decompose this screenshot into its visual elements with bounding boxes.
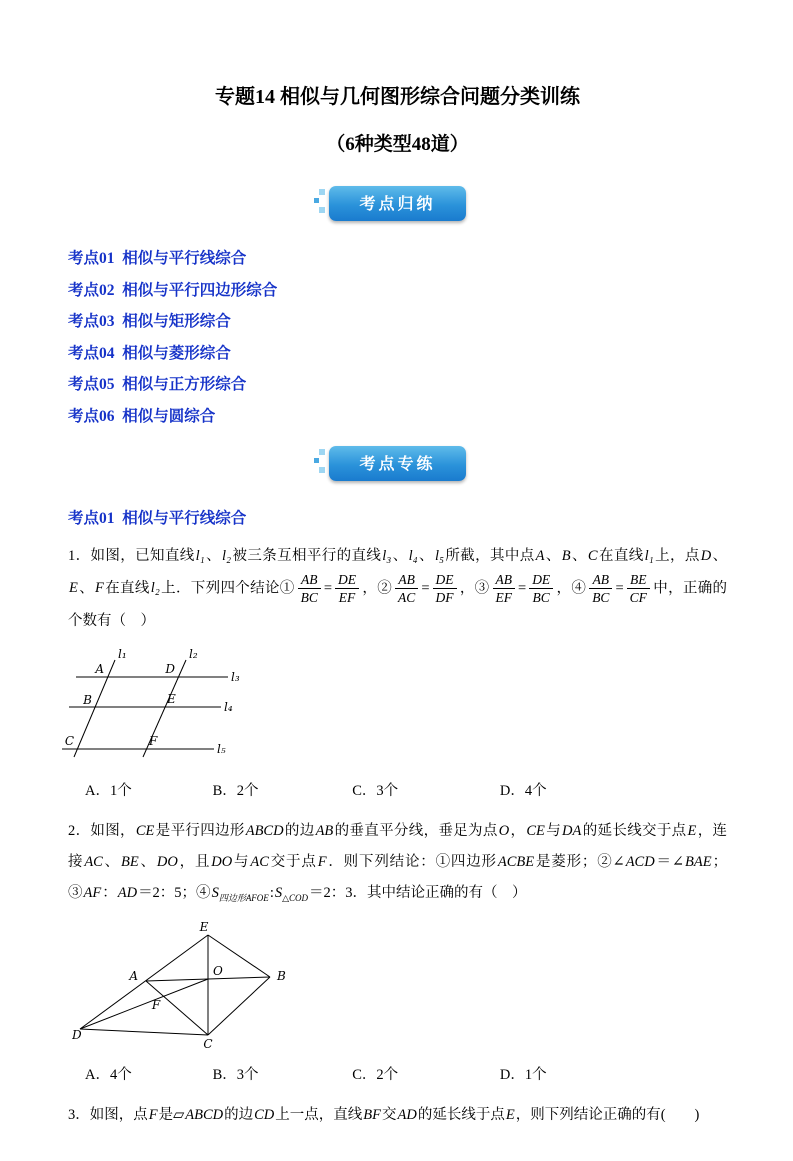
label-l5: l₅: [217, 741, 226, 756]
math-variable: l₂: [222, 547, 232, 564]
problem-2-options: [68, 1063, 727, 1084]
label-O: O: [213, 964, 223, 979]
option-b: B．2个: [212, 782, 259, 799]
summary-badge-label: 考点归纳: [359, 196, 436, 213]
math-variable: l₁: [195, 547, 205, 564]
option-a: A．4个: [85, 1067, 132, 1084]
math-variable: ACD: [625, 853, 655, 870]
label-F: F: [149, 733, 158, 748]
option-d: D．4个: [499, 782, 547, 799]
summary-badge: [329, 186, 465, 221]
toc-item-05: 考点05 相似与正方形综合: [68, 376, 247, 393]
fraction: $\frac{BE}{CF}$: [627, 572, 650, 606]
badge-deco-square-icon: [314, 198, 319, 203]
badge-deco-square-icon: [319, 207, 325, 213]
badge-deco-square-icon: [319, 467, 325, 473]
label-A: A: [95, 661, 104, 676]
fraction: $\frac{DE}{EF}$: [335, 572, 359, 606]
figure-problem-1-parallel-lines: [62, 645, 252, 767]
math-variable: F: [317, 853, 327, 870]
math-variable: AC: [250, 853, 269, 870]
toc-item-02: 考点02 相似与平行四边形综合: [68, 281, 278, 299]
math-variable: F: [95, 579, 104, 596]
fraction: $\frac{AB}{BC}$: [298, 572, 321, 606]
math-variable: l₂: [150, 579, 160, 596]
toc-item-03: 考点03 相似与矩形综合: [68, 313, 231, 330]
label-F: F: [151, 998, 161, 1013]
label-E: E: [199, 921, 209, 935]
math-variable: O: [498, 822, 510, 839]
problem-1-text: 1．如图，已知直线l₁、l₂被三条互相平行的直线l₃、l₄、l₅所截，其中点A、B、C在直线l₁上，点D、E、F在直线l₂上．下列四个结论① $\frac{AB}{BC}$ = $\frac{DE}{EF}$ ，② $\frac{AB}{AC}$ = $\frac{DE}{DF}$ ，③ $\frac{AB}{EF}$ = $\frac{DE}{BC}$ ，④ $\frac{AB}{BC}$ = $\frac{BE}{CF}$ 中，正确的个数有（ ）: [68, 547, 728, 629]
math-variable: CE: [526, 822, 545, 839]
math-variable: AC: [84, 853, 103, 870]
math-variable: E: [69, 579, 78, 596]
summary-badge-row: [68, 186, 727, 221]
badge-deco-square-icon: [314, 458, 319, 463]
math-variable: DO: [211, 853, 233, 870]
math-variable: A: [535, 547, 545, 564]
fraction: $\frac{DE}{DF}$: [433, 572, 457, 606]
label-l1: l₁: [118, 646, 127, 661]
page-title: 专题14 相似与几何图形综合问题分类训练: [215, 86, 580, 108]
math-variable: $S_{\triangle COD}$: [274, 884, 309, 903]
math-variable: E: [687, 822, 697, 839]
math-variable: l₃: [382, 547, 392, 564]
option-d: D．1个: [499, 1067, 547, 1084]
figure-problem-2-parallelogram: [72, 921, 312, 1051]
toc-item-01: 考点01 相似与平行线综合: [68, 250, 247, 267]
label-l3: l₃: [231, 669, 240, 684]
label-B: B: [277, 969, 286, 984]
label-D: D: [165, 661, 175, 676]
math-variable: C: [587, 547, 598, 564]
label-D: D: [72, 1028, 82, 1043]
label-l4: l₄: [224, 699, 233, 714]
toc-item-06: 考点06 相似与圆综合: [68, 407, 216, 425]
badge-deco-square-icon: [319, 449, 325, 455]
math-variable: E: [505, 1107, 515, 1124]
math-variable: l₄: [408, 547, 418, 564]
option-c: C．2个: [352, 1067, 399, 1084]
problem-2-text: 2．如图，CE是平行四边形ABCD的边AB的垂直平分线，垂足为点O，CE与DA的延长线交于点E，连接AC、BE、DO，且DO与AC交于点F．则下列结论：①四边形ACBE是菱形；②∠ACD＝∠BAE；③AF：AD＝2：5；$④S_{四边形AFOE}:S_{\triangle COD}=2$：3．其中结论正确的有（ ）: [68, 822, 728, 903]
practice-badge-row: [68, 446, 727, 481]
edge-D-O: [80, 979, 208, 1029]
option-c: C．3个: [352, 782, 399, 799]
option-a: A．1个: [85, 782, 132, 799]
math-variable: DO: [156, 853, 178, 870]
badge-deco-square-icon: [319, 189, 325, 195]
math-variable: ABCD: [245, 822, 284, 839]
math-variable: AD: [397, 1107, 417, 1124]
label-l2: l₂: [189, 646, 198, 661]
math-variable: AF: [83, 884, 102, 901]
math-variable: BE: [121, 853, 139, 870]
math-variable: B: [561, 547, 571, 564]
math-variable: CE: [135, 822, 155, 839]
label-E: E: [167, 691, 176, 706]
math-variable: AB: [315, 822, 334, 839]
practice-badge-label: 考点专练: [359, 456, 436, 473]
page-subtitle: （6种类型48道）: [326, 134, 469, 155]
edge-B-C: [208, 977, 270, 1035]
fraction: $\frac{DE}{BC}$: [529, 572, 553, 606]
label-C: C: [64, 733, 74, 748]
math-variable: ACBE: [497, 853, 535, 870]
edge-D-E: [80, 935, 208, 1029]
math-variable: l₅: [434, 547, 445, 564]
label-B: B: [83, 692, 92, 707]
label-C: C: [203, 1037, 213, 1052]
problem-3-text: 3．如图，点F是▱ABCD的边CD上一点，直线BF交AD的延长线于点E，则下列结论正确的有( ): [68, 1107, 700, 1124]
math-variable: AD: [117, 884, 138, 901]
math-variable: BF: [363, 1107, 381, 1124]
math-variable: BAE: [684, 853, 712, 870]
toc: [68, 243, 727, 432]
math-variable: D: [700, 547, 712, 564]
toc-item-04: 考点04 相似与菱形综合: [68, 344, 231, 362]
edge-D-C: [80, 1029, 208, 1035]
problem-1-options: [68, 779, 727, 800]
math-variable: ABCD: [185, 1107, 224, 1124]
label-A: A: [129, 969, 138, 984]
fraction: $\frac{AB}{EF}$: [493, 572, 516, 606]
math-variable: DA: [562, 822, 582, 839]
math-variable: l₁: [644, 547, 654, 564]
option-b: B．3个: [212, 1067, 259, 1084]
practice-badge: [329, 446, 465, 481]
math-variable: CD: [254, 1107, 275, 1124]
fraction: $\frac{AB}{AC}$: [395, 572, 418, 606]
section-heading: 考点01 相似与平行线综合: [68, 510, 247, 527]
math-variable: F: [148, 1107, 158, 1124]
math-variable: $S_{四边形AFOE}$: [211, 884, 269, 903]
fraction: $\frac{AB}{BC}$: [589, 572, 612, 606]
